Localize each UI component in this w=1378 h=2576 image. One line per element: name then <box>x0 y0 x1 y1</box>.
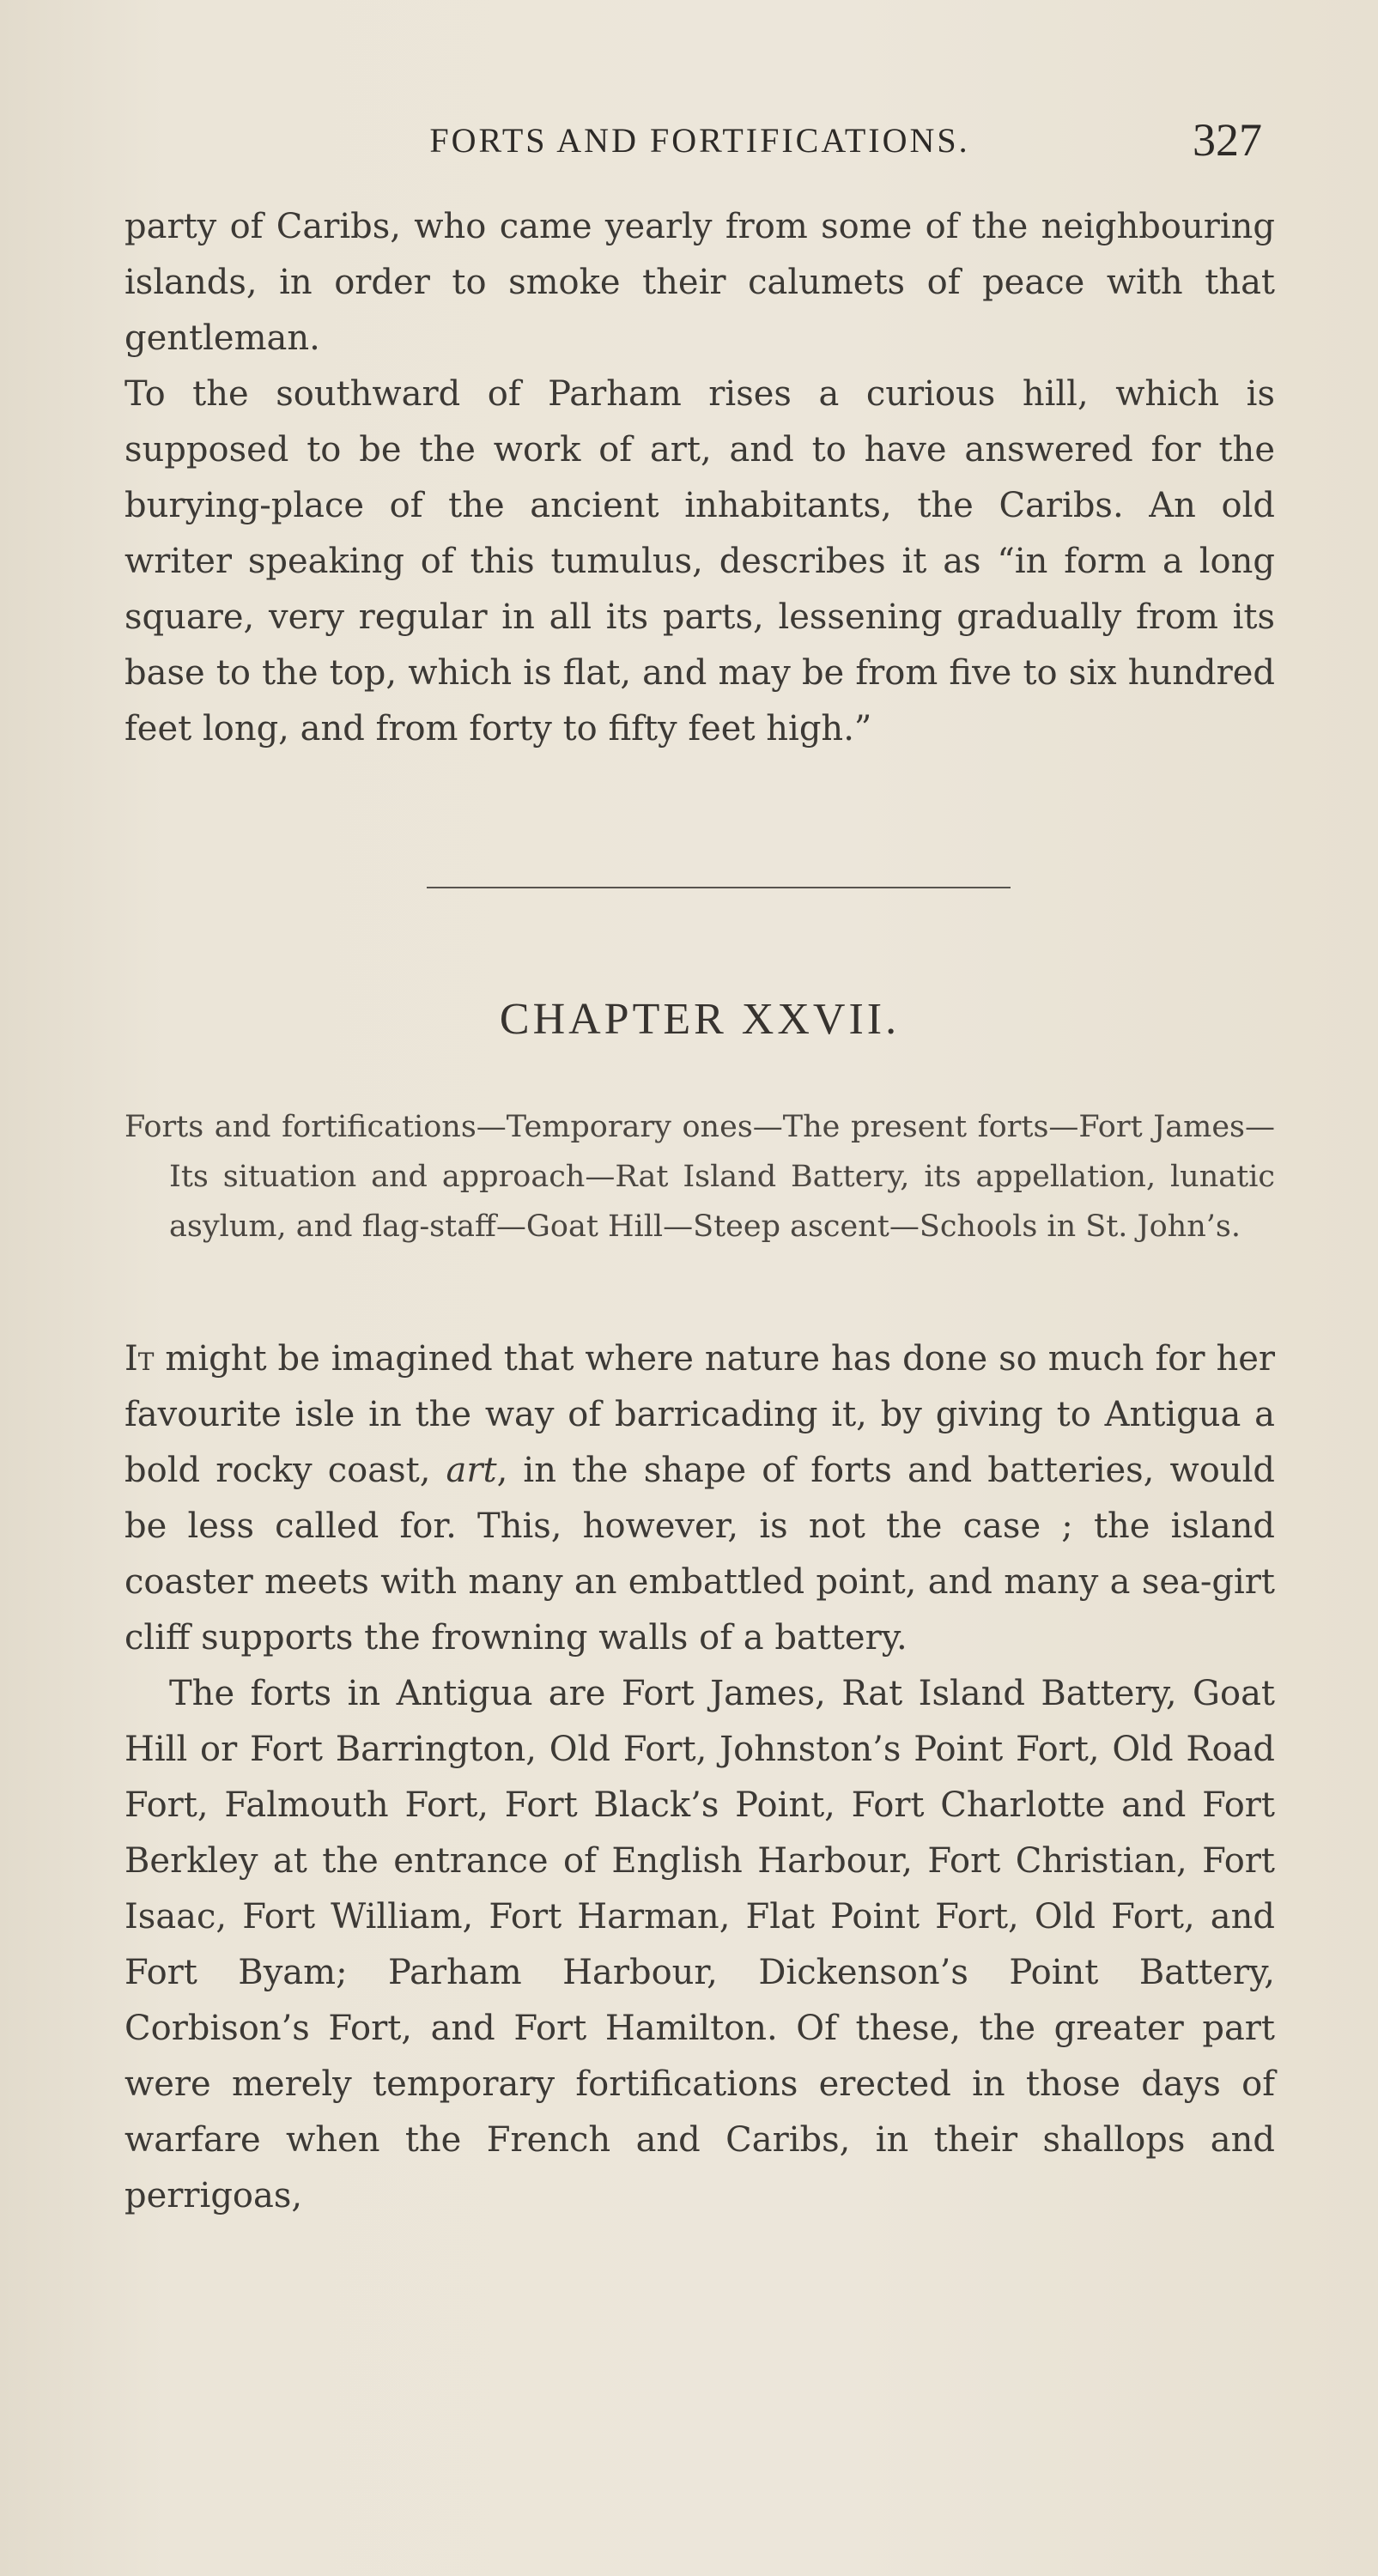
opening-text-b: , in the shape of forts and batteries, would be less called for. This, however, is not the case ; the island coaster meets with many an embattled point, and many a sea-girt cliff supports the frowning walls of a battery. <box>124 1451 1275 1658</box>
opening-text-a: might be imagined that where nature has done so much for her favourite isle in the way of barricading it, by giving to Antigua a bold rocky coast, <box>124 1339 1275 1490</box>
paragraph-tumulus: To the southward of Parham rises a curious hill, which is supposed to be the work of art, and to have answered for the burying-place of the ancient inhabitants, the Caribs. An old writer speaking of this tumulus, describes it as “in form a long square, very regular in all its parts, lessening gradually from its base to the top, which is flat, and may be from five to six hundred feet long, and from forty to fifty feet high.” <box>124 374 1275 749</box>
chapter-title: CHAPTER XXVII. <box>499 995 901 1044</box>
continuation-text <box>124 199 1275 757</box>
paragraph-continuation: party of Caribs, who came yearly from some of the neighbouring islands, in order to smoke their calumets of peace with that gentleman. <box>124 207 1275 358</box>
chapter-body <box>124 1331 1275 2224</box>
running-title: FORTS AND FORTIFICATIONS. <box>429 121 970 160</box>
section-divider <box>427 887 1011 888</box>
paragraph-forts-list: The forts in Antigua are Fort James, Rat Island Battery, Goat Hill or Fort Barrington, Old Fort, Johnston’s Point Fort, Old Road Fort, Falmouth Fort, Fort Black’s Point, Fort Charlotte and Fort Berkley at the entrance of English Harbour, Fort Christian, Fort Isaac, Fort William, Fort Harman, Flat Point Fort, Old Fort, and Fort Byam; Parham Harbour, Dickenson’s Point Battery, Corbison’s Fort, and Fort Hamilton. Of these, the greater part were merely temporary fortifications erected in those days of warfare when the French and Caribs, in their shallops and perrigoas, <box>124 1674 1275 2215</box>
emphasis-art: art <box>446 1451 497 1490</box>
chapter-summary-text: Forts and fortifications—Temporary ones—The present forts—Fort James—Its situation and approach—Rat Island Battery, its appellation, lunatic asylum, and flag-staff—Goat Hill—Steep ascent—Schools in St. John’s. <box>124 1110 1275 1244</box>
opening-word: It <box>124 1339 155 1379</box>
chapter-summary <box>124 1102 1275 1252</box>
page-number: 327 <box>1193 114 1262 166</box>
running-header <box>129 114 1271 172</box>
paragraph-opening <box>124 1331 1275 1666</box>
